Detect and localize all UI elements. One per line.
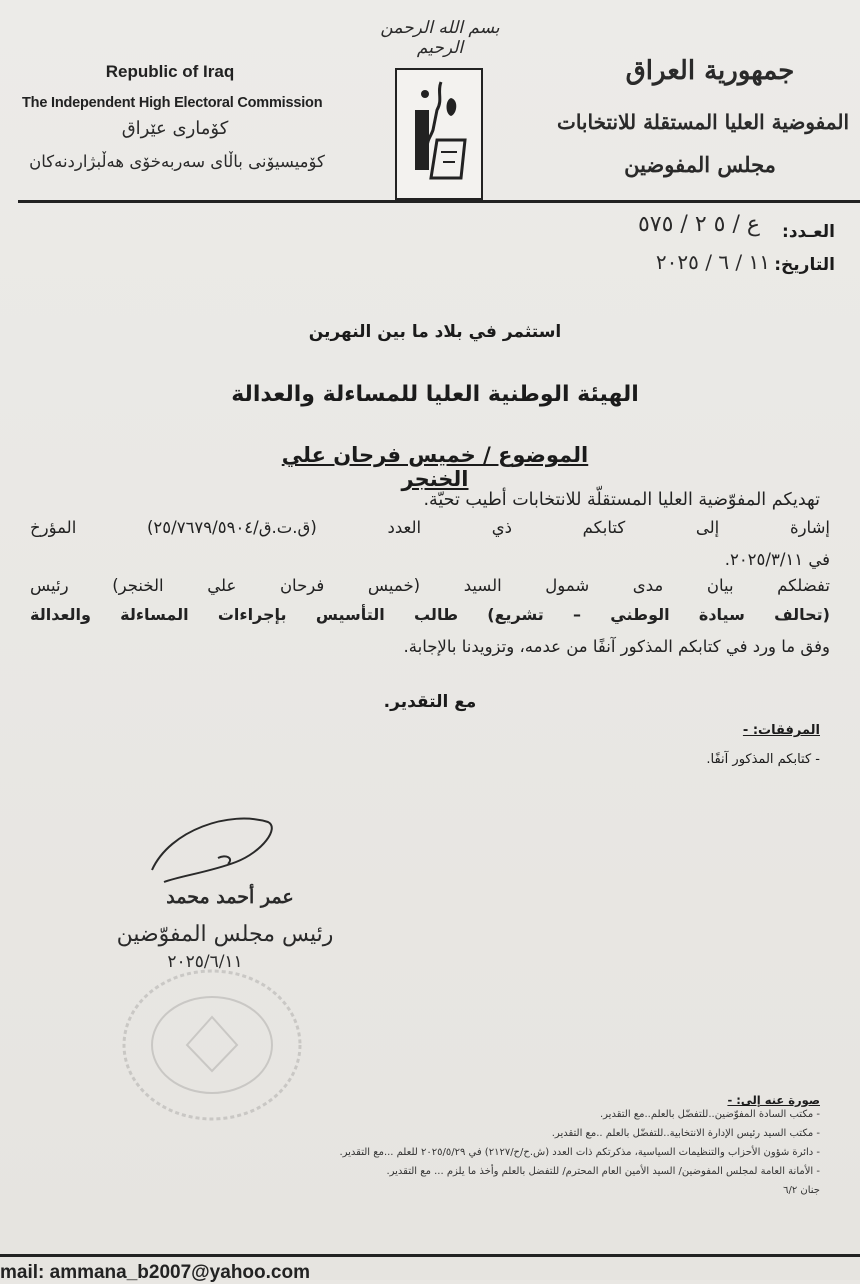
kurdish-commission-name: كۆمیسیۆنی باڵای سەربەخۆی هەڵبژاردنەكان — [29, 152, 325, 171]
arabic-country-name: جمهورية العراق — [625, 56, 795, 86]
commission-logo — [395, 68, 483, 200]
signature-date: ٢٠٢٥/٦/١١ — [167, 952, 243, 972]
copy-item-1: - مكتب السادة المفوّضين..للتفضّل بالعلم..مع التقدير. — [599, 1109, 820, 1120]
arabic-council-name: مجلس المفوضين — [624, 152, 776, 177]
arabic-commission-name: المفوضية العليا المستقلة للانتخابات — [556, 110, 849, 134]
number-value: ع / ٥ ٢ / ٥٧٥ — [637, 212, 760, 237]
date-label: التاريخ: — [774, 255, 835, 275]
signatory-name: عمر أحمد محمد — [166, 886, 294, 908]
paragraph-1-line-2: في ٢٠٢٥/٣/١١. — [724, 550, 830, 569]
paragraph-2-line-2: (تحالف سيادة الوطني – تشريع) طالب التأسيس بإجراءات المساءلة والعدالة — [30, 605, 830, 624]
copies-initials: جنان ٦/٢ — [783, 1185, 820, 1196]
slogan: استثمر في بلاد ما بين النهرين — [308, 322, 562, 342]
english-country-name: Republic of Iraq — [105, 62, 235, 81]
kurdish-country-name: كۆماری عێراق — [121, 118, 229, 139]
closing: مع التقدير. — [383, 692, 477, 712]
subject: الموضوع / خميس فرحان علي الخنجر — [281, 443, 589, 491]
official-seal — [115, 965, 310, 1125]
basmala: بسم الله الرحمن الرحيم — [380, 18, 500, 58]
greeting: تهديكم المفوّضية العليا المستقلّة للانتخابات أطيب تحيّة. — [423, 490, 820, 510]
attachments-label: المرفقات: - — [742, 723, 820, 738]
attachments-item: - كتابكم المذكور آنفًا. — [706, 752, 820, 767]
copy-item-2: - مكتب السيد رئيس الإدارة الانتخابية..للتفضّل بالعلم ..مع التقدير. — [551, 1128, 820, 1139]
english-commission-name: The Independent High Electoral Commission — [22, 95, 323, 111]
paragraph-2-line-3: وفق ما ورد في كتابكم المذكور آنفًا من عدمه، وتزويدنا بالإجابة. — [403, 637, 830, 656]
copies-label: صورة عنه إلى: - — [727, 1093, 820, 1107]
copy-item-4: - الأمانة العامة لمجلس المفوضين/ السيد الأمين العام المحترم/ للتفضل بالعلم وأخذ ما يلزم ... مع التقدير. — [386, 1166, 820, 1177]
addressee: الهيئة الوطنية العليا للمساءلة والعدالة — [231, 382, 639, 407]
ballot-box-logo-icon — [397, 70, 481, 198]
header-divider — [18, 200, 860, 203]
copy-item-3: - دائرة شؤون الأحزاب والتنظيمات السياسية، مذكرتكم ذات العدد (ش.ح/ح/٢١٢٧) في ٢٠٢٥/٥/٢٩ للعلم ...مع التقدير. — [339, 1147, 820, 1158]
paragraph-2-line-1: تفضلكم بيان مدى شمول السيد (خميس فرحان علي الخنجر) رئيس — [30, 576, 830, 595]
number-label: العـدد: — [782, 222, 835, 242]
paragraph-1-line-1: إشارة إلى كتابكم ذي العدد (ق.ت.ق/٢٥/٧٦٧٩/٥٩٠٤) المؤرخ — [30, 518, 830, 537]
date-value: ١١ / ٦ / ٢٠٢٥ — [655, 250, 770, 274]
footer-email: mail: ammana_b2007@yahoo.com — [0, 1262, 310, 1283]
footer-divider — [0, 1254, 860, 1257]
handwritten-signature — [140, 800, 290, 890]
signatory-title: رئيس مجلس المفوّضين — [116, 922, 334, 947]
